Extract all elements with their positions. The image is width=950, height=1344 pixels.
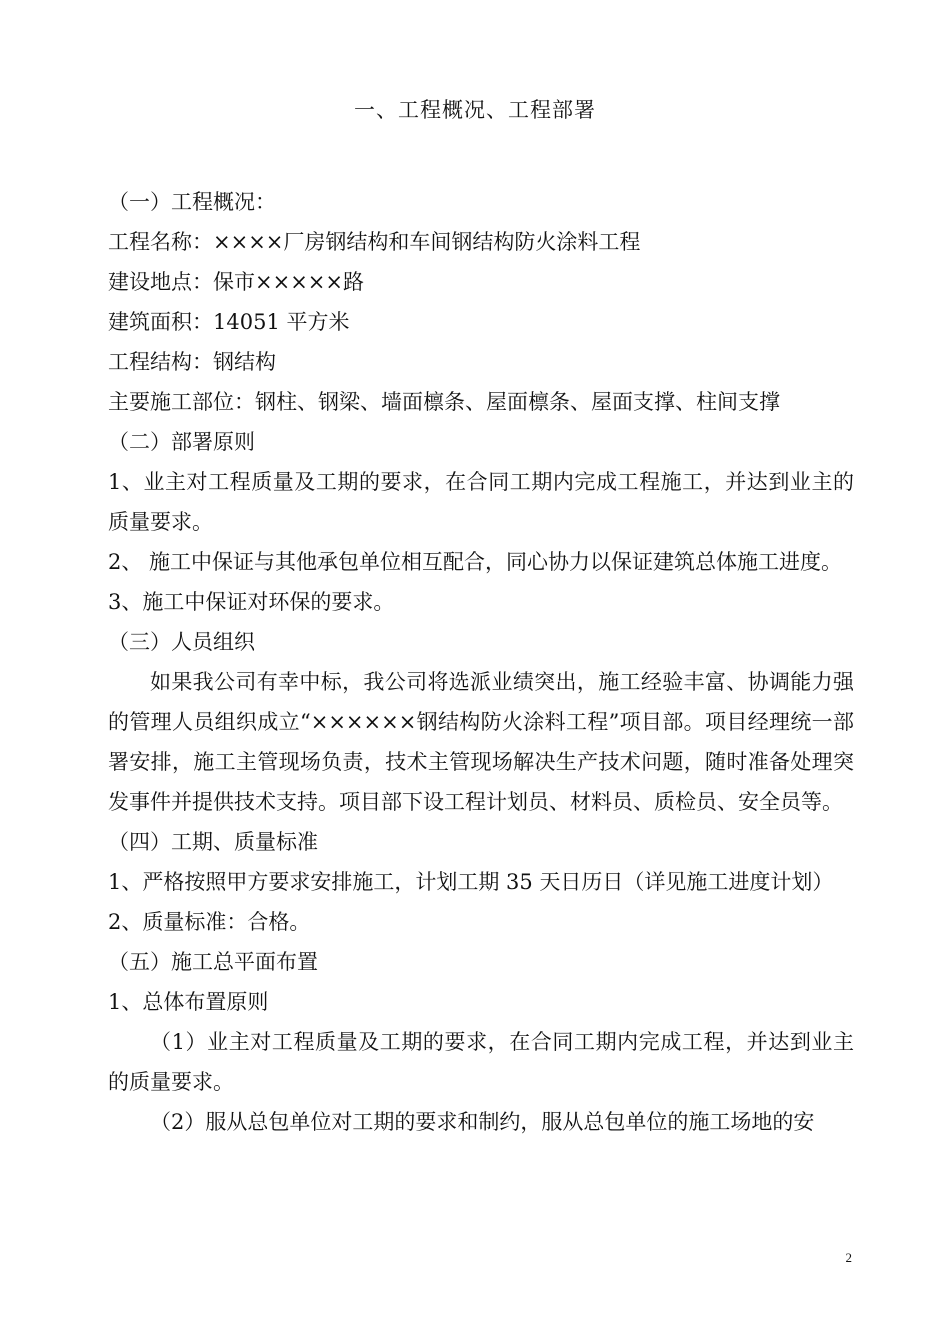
layout-item-2: （2）服从总包单位对工期的要求和制约，服从总包单位的施工场地的安 xyxy=(150,1110,815,1134)
construction-site-line: 建设地点：保市×××××路 xyxy=(108,270,364,294)
section-heading-site-layout: （五）施工总平面布置 xyxy=(108,950,318,974)
layout-subheading: 1、总体布置原则 xyxy=(108,990,269,1014)
principle-item-3: 3、施工中保证对环保的要求。 xyxy=(108,590,395,614)
principle-item-1: 1、业主对工程质量及工期的要求，在合同工期内完成工程施工，并达到业主的质量要求。 xyxy=(108,470,854,534)
principle-item-2: 2、 施工中保证与其他承包单位相互配合，同心协力以保证建筑总体施工进度。 xyxy=(108,550,843,574)
page-title: 一、工程概况、工程部署 xyxy=(354,98,596,122)
section-heading-overview: （一）工程概况： xyxy=(108,190,276,214)
page-number: 2 xyxy=(845,1250,852,1265)
section-heading-principles: （二）部署原则 xyxy=(108,430,255,454)
staffing-paragraph: 如果我公司有幸中标，我公司将选派业绩突出，施工经验丰富、协调能力强的管理人员组织成立“××××××钢结构防火涂料工程”项目部。项目经理统一部署安排，施工主管现场负责，技术主管现场解决生产技术问题，随时准备处理突发事件并提供技术支持。项目部下设工程计划员、材料员、质检员、安全员等。 xyxy=(108,670,854,814)
layout-item-1: （1）业主对工程质量及工期的要求，在合同工期内完成工程，并达到业主的质量要求。 xyxy=(108,1030,854,1094)
section-heading-staffing: （三）人员组织 xyxy=(108,630,255,654)
schedule-item-1: 1、严格按照甲方要求安排施工，计划工期 35 天日历日（详见施工进度计划） xyxy=(108,870,834,894)
project-name-line: 工程名称：××××厂房钢结构和车间钢结构防火涂料工程 xyxy=(108,230,641,254)
building-area-line: 建筑面积：14051 平方米 xyxy=(108,310,350,334)
quality-item-2: 2、质量标准：合格。 xyxy=(108,910,311,934)
main-parts-line: 主要施工部位：钢柱、钢梁、墙面檩条、屋面檩条、屋面支撑、柱间支撑 xyxy=(108,390,780,414)
document-body xyxy=(108,182,854,1142)
section-heading-schedule-quality: （四）工期、质量标准 xyxy=(108,830,318,854)
structure-line: 工程结构：钢结构 xyxy=(108,350,276,374)
